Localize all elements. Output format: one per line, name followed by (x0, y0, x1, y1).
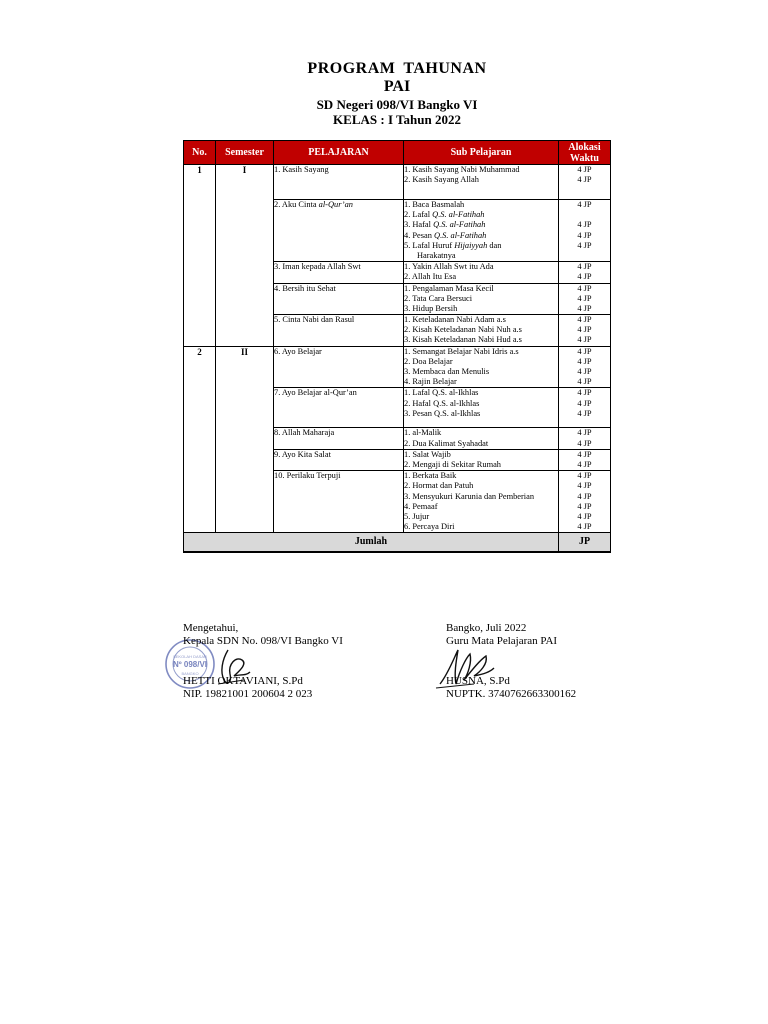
sign-left-id: NIP. 19821001 200604 2 023 (183, 687, 313, 700)
sub-item: 1. Keteladanan Nabi Adam a.s (404, 315, 506, 325)
school-name: SD Negeri 098/VI Bangko VI (316, 97, 478, 112)
lesson-subs (404, 315, 559, 347)
jp-item: 4 JP (577, 283, 592, 293)
table-total-row (184, 533, 611, 553)
title-word-tahunan: TAHUNAN (403, 60, 487, 77)
jp-item: 4 JP (577, 346, 592, 356)
jp-item: 4 JP (577, 471, 592, 481)
program-table (183, 140, 611, 553)
sub-item-text: Harakatnya (417, 250, 456, 260)
sub-item: 3. Membaca dan Menulis (404, 367, 490, 376)
col-header-alokasi-line2: Waktu (570, 152, 599, 164)
sub-item: 3. Hidup Bersih (404, 303, 458, 313)
lesson-subs (404, 388, 559, 428)
signature-block-left (183, 622, 343, 700)
signature-block-right (446, 622, 576, 700)
sub-item-text: 5. Lafal Huruf (404, 240, 455, 250)
jp-item: 4 JP (577, 449, 592, 459)
lesson-title: 1. Kasih Sayang (274, 165, 404, 200)
sign-left-name: HETTI OKTAVIANI, S.Pd (183, 675, 303, 687)
jp-item: 4 JP (577, 511, 592, 521)
lesson-title: 7. Ayo Belajar al-Qur’an (274, 388, 404, 428)
jp-item (559, 210, 610, 220)
lesson-title: 4. Bersih itu Sehat (274, 283, 404, 315)
lesson-jp (559, 165, 611, 200)
lesson-subs (404, 262, 559, 283)
sub-item: 1. al-Malik (404, 428, 442, 438)
jp-item: 4 JP (577, 501, 592, 511)
jp-item: 4 JP (577, 438, 592, 448)
jp-item: 4 JP (577, 491, 592, 501)
jp-item: 4 JP (577, 522, 592, 532)
table-header-row (184, 141, 611, 165)
col-header-semester: Semester (216, 141, 274, 165)
document-title (0, 60, 768, 78)
jp-item (559, 251, 610, 261)
sign-right-line1: Bangko, Juli 2022 (446, 622, 527, 634)
sub-item (404, 210, 558, 220)
sub-item-em: Q.S. al-Fatihah (433, 220, 486, 230)
svg-text:SEKOLAH DASAR: SEKOLAH DASAR (173, 654, 207, 659)
sub-item: 2. Doa Belajar (404, 356, 453, 366)
lesson-subs (404, 165, 559, 200)
sub-item: 2. Hormat dan Patuh (404, 481, 474, 491)
sign-right-line2: Guru Mata Pelajaran PAI (446, 634, 558, 647)
jp-item: 4 JP (577, 367, 592, 376)
lesson-subs (404, 471, 559, 533)
jp-item: 4 JP (577, 356, 592, 366)
jp-item: 4 JP (577, 459, 592, 469)
lesson-subs (404, 346, 559, 388)
sub-item: 1. Semangat Belajar Nabi Idris a.s (404, 346, 519, 356)
lesson-jp (559, 428, 611, 449)
sub-item: 2. Dua Kalimat Syahadat (404, 438, 489, 448)
lesson-subs (404, 449, 559, 470)
sub-item: 1. Yakin Allah Swt itu Ada (404, 262, 494, 272)
lesson-subs (404, 200, 559, 262)
row-semester: I (216, 165, 274, 347)
table-row (184, 165, 611, 200)
lesson-jp (559, 346, 611, 388)
jp-item: 4 JP (577, 377, 592, 387)
col-header-no: No. (184, 141, 216, 165)
sign-left-line2: Kepala SDN No. 098/VI Bangko VI (183, 634, 343, 647)
lesson-title: 3. Iman kepada Allah Swt (274, 262, 404, 283)
jp-item: 4 JP (577, 408, 592, 418)
jp-item: 4 JP (577, 315, 592, 325)
lesson-title: 9. Ayo Kita Salat (274, 449, 404, 470)
sign-right-id: NUPTK. 3740762663300162 (446, 687, 577, 700)
sub-item: 4. Pemaaf (404, 501, 438, 511)
lesson-title: 5. Cinta Nabi dan Rasul (274, 315, 404, 347)
col-header-sub: Sub Pelajaran (404, 141, 559, 165)
svg-text:Nº 098/VI: Nº 098/VI (172, 660, 208, 669)
sub-item-text: 2. Lafal (404, 210, 433, 220)
jp-item: 4 JP (577, 175, 592, 185)
lesson-jp (559, 200, 611, 262)
sub-item: 1. Pengalaman Masa Kecil (404, 283, 494, 293)
lesson-title-text: 2. Aku Cinta (274, 200, 319, 209)
sub-item (404, 251, 558, 261)
lesson-title: 10. Perilaku Terpuji (274, 471, 404, 533)
total-label: Jumlah (184, 533, 559, 553)
lesson-jp (559, 388, 611, 428)
lesson-jp (559, 449, 611, 470)
sub-item-text: 3. Hafal (404, 220, 434, 230)
jp-item: 4 JP (577, 335, 592, 345)
jp-item: 4 JP (577, 220, 592, 230)
col-header-alokasi-line1: Alokasi (568, 141, 601, 153)
jp-item: 4 JP (577, 303, 592, 313)
sub-item: 3. Kisah Keteladanan Nabi Hud a.s (404, 335, 522, 345)
table-row (184, 346, 611, 388)
lesson-title: 6. Ayo Belajar (274, 346, 404, 388)
total-value: JP (559, 533, 611, 553)
lesson-jp (559, 315, 611, 347)
sub-item (404, 200, 558, 210)
sub-item: 4. Rajin Belajar (404, 377, 457, 387)
sub-item: 2. Kasih Sayang Allah (404, 175, 479, 185)
sub-item: 2. Mengaji di Sekitar Rumah (404, 459, 501, 469)
row-semester: II (216, 346, 274, 533)
lesson-title-em: al-Qur’an (318, 200, 353, 209)
jp-item: 4 JP (577, 398, 592, 408)
lesson-subs (404, 428, 559, 449)
lesson-title: 8. Allah Maharaja (274, 428, 404, 449)
sub-item: 6. Percaya Diri (404, 522, 455, 532)
jp-item: 4 JP (577, 262, 592, 272)
sub-item: 3. Pesan Q.S. al-Ikhlas (404, 408, 481, 418)
sub-item-text: 4. Pesan (404, 230, 435, 240)
col-header-alokasi (559, 141, 611, 165)
sub-item: 5. Jujur (404, 511, 430, 521)
jp-item: 4 JP (577, 481, 592, 491)
sub-item-em: Q.S. al-Fatihah (432, 210, 485, 220)
sub-item (404, 220, 558, 230)
row-no: 2 (184, 346, 216, 533)
sub-item: 1. Salat Wajib (404, 449, 451, 459)
sub-item: 2. Kisah Keteladanan Nabi Nuh a.s (404, 325, 522, 335)
jp-item: 4 JP (577, 230, 592, 240)
lesson-subs (404, 283, 559, 315)
row-no: 1 (184, 165, 216, 347)
jp-item: 4 JP (577, 388, 592, 398)
col-header-pelajaran: PELAJARAN (274, 141, 404, 165)
sign-left-line1: Mengetahui, (183, 622, 239, 634)
class-year: KELAS : I Tahun 2022 (333, 112, 461, 127)
jp-item: 4 JP (577, 325, 592, 335)
sub-item: 2. Allah Itu Esa (404, 272, 457, 282)
sub-item: 1. Berkata Baik (404, 471, 457, 481)
sub-item: 1. Lafal Q.S. al-Ikhlas (404, 388, 479, 398)
document-subject: PAI (383, 78, 411, 95)
title-word-program: PROGRAM (307, 60, 396, 77)
jp-item: 4 JP (577, 240, 592, 250)
jp-item: 4 JP (577, 165, 592, 174)
sub-item-text: dan (487, 240, 502, 250)
sub-item (404, 241, 558, 251)
jp-item: 4 JP (577, 428, 592, 438)
lesson-title (274, 200, 404, 262)
sub-item: 2. Hafal Q.S. al-Ikhlas (404, 398, 480, 408)
sub-item: 2. Tata Cara Bersuci (404, 293, 473, 303)
lesson-jp (559, 262, 611, 283)
sub-item-em: Q.S. al-Fatihah (434, 230, 487, 240)
sub-item-em: Hijaiyyah (454, 240, 488, 250)
sub-item-text: 1. Baca Basmalah (404, 200, 465, 209)
lesson-jp (559, 283, 611, 315)
sub-item (404, 231, 558, 241)
jp-item: 4 JP (577, 272, 592, 282)
lesson-jp (559, 471, 611, 533)
jp-item: 4 JP (577, 293, 592, 303)
sub-item: 1. Kasih Sayang Nabi Muhammad (404, 165, 520, 174)
sub-item: 3. Mensyukuri Karunia dan Pemberian (404, 491, 535, 501)
svg-text:BANGKO: BANGKO (181, 671, 199, 676)
sign-right-name: HUSNA, S.Pd (446, 675, 510, 687)
jp-item: 4 JP (577, 200, 592, 209)
